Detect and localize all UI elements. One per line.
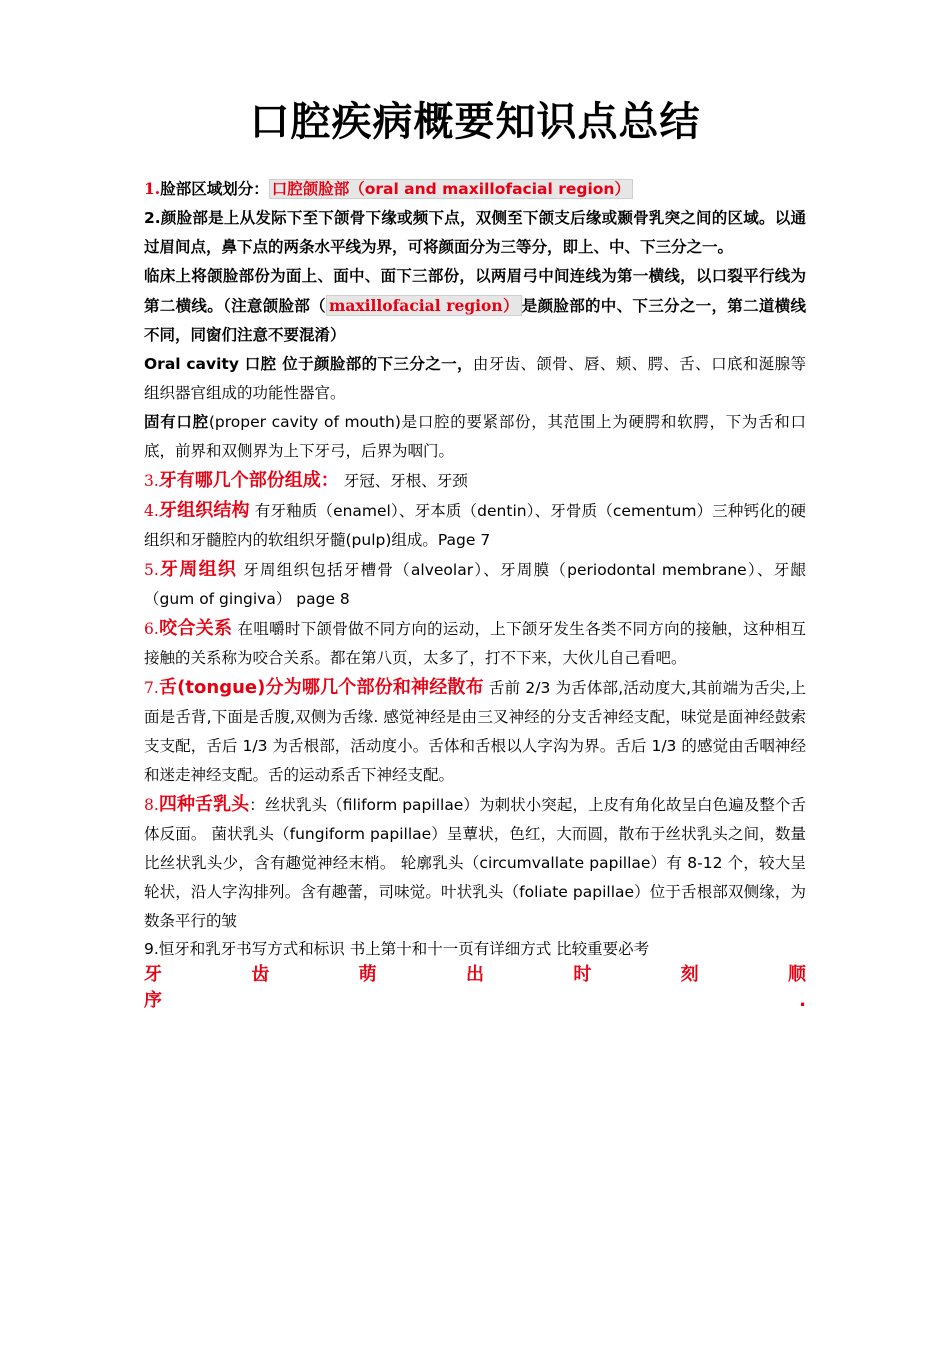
- page-title: 口腔疾病概要知识点总结: [249, 99, 701, 145]
- section-8: [144, 790, 806, 936]
- section-2-text-b: 是颜脸部的中、下三分之一，第二道横线不同，同窗们注意不要混淆）: [144, 297, 806, 344]
- section-6: [144, 614, 806, 673]
- oral-cavity-para: [144, 350, 806, 408]
- eruption-char: 萌: [358, 964, 377, 985]
- section-2-text-a: 临床上将颌脸部份为面上、面中、面下三部份，以两眉弓中间连线为第一横线，以口裂平行线为第二横线。（注意颌脸部（: [144, 267, 806, 315]
- section-8-text: ：丝状乳头（filiform papillae）为刺状小突起，上皮有角化故呈白色遍及整个舌体反面。 菌状乳头（fungiform papillae）呈蕈状，色红，大而圆，散布于丝状乳头之间，数量比丝状乳头少，含有趣觉神经末梢。 轮廓乳头（circumvallate papillae）有 8-12 个，较大呈轮状，沿人字沟排列。含有趣蕾，司味觉。叶状乳头（foliate papillae）位于舌根部双侧缘，为数条平行的皱: [144, 796, 806, 930]
- section-3: [144, 466, 806, 496]
- section-7-number: 7.: [144, 679, 159, 697]
- section-4-number: 4.: [144, 502, 159, 520]
- eruption-heading-line-2: [144, 988, 806, 1014]
- eruption-period: .: [799, 990, 806, 1011]
- section-4-heading: 牙组织结构: [158, 500, 250, 521]
- section-2-highlight: maxillofacial region）: [326, 295, 522, 316]
- section-3-text: 牙冠、牙根、牙颈: [338, 472, 468, 490]
- section-1-label: 脸部区域划分：: [160, 180, 269, 198]
- eruption-char: 顺: [787, 964, 806, 985]
- proper-cavity-para: [144, 408, 806, 466]
- section-6-text: 在咀嚼时下颌骨做不同方向的运动，上下颌牙发生各类不同方向的接触，这种相互接触的关系称为咬合关系。都在第八页，太多了，打不下来，大伙儿自己看吧。: [144, 620, 806, 667]
- section-2-para-2: [144, 262, 806, 350]
- eruption-char: 齿: [251, 964, 270, 985]
- section-5-heading: 牙周组织: [158, 559, 238, 580]
- eruption-char: 刻: [680, 964, 699, 985]
- section-5-text: 牙周组织包括牙槽骨（alveolar）、牙周膜（periodontal membrane）、牙龈（gum of gingiva） page 8: [144, 561, 807, 608]
- eruption-heading-line-1: [144, 962, 806, 988]
- section-1-highlight: 口腔颌脸部（oral and maxillofacial region）: [269, 179, 633, 199]
- section-1-number: 1.: [144, 179, 161, 198]
- section-8-heading: 四种舌乳头: [158, 794, 250, 815]
- section-7-text: 舌前 2/3 为舌体部,活动度大,其前端为舌尖,上面是舌背,下面是舌腹,双侧为舌缘. 感觉神经是由三叉神经的分支舌神经支配，味觉是面神经鼓索支支配，舌后 1/3 为舌根部，活动度小。舌体和舌根以人字沟为界。舌后 1/3 的感觉由舌咽神经和迷走神经支配。舌的运动系舌下神经支配。: [144, 679, 806, 784]
- section-7-heading: 舌(tongue)分为哪几个部份和神经散布: [158, 677, 484, 698]
- section-7: [144, 673, 806, 790]
- eruption-char: 序: [144, 990, 162, 1011]
- section-2-para-1: 2.颜脸部是上从发际下至下颌骨下缘或频下点，双侧至下颌支后缘或颞骨乳突之间的区域。以通过眉间点，鼻下点的两条水平线为界，可将颜面分为三等分，即上、中、下三分之一。: [144, 209, 806, 256]
- eruption-char: 牙: [144, 964, 162, 985]
- section-4: [144, 496, 806, 555]
- section-3-number: 3.: [144, 472, 159, 490]
- section-8-number: 8.: [144, 796, 159, 814]
- section-9: 9.恒牙和乳牙书写方式和标识 书上第十和十一页有详细方式 比较重要必考: [144, 940, 650, 958]
- section-1: [144, 174, 806, 204]
- proper-cavity-term: 固有口腔: [144, 413, 209, 431]
- section-5: [144, 555, 806, 614]
- section-5-number: 5.: [144, 561, 159, 579]
- oral-cavity-text: 由牙齿、颌骨、唇、颊、腭、舌、口底和涎腺等组织器官组成的功能性器官。: [144, 355, 806, 402]
- section-6-number: 6.: [144, 620, 159, 638]
- section-6-heading: 咬合关系: [158, 618, 233, 639]
- eruption-char: 时: [573, 964, 592, 985]
- section-4-text: 有牙釉质（enamel）、牙本质（dentin）、牙骨质（cementum）三种钙化的硬组织和牙髓腔内的软组织牙髓(pulp)组成。Page 7: [144, 502, 806, 549]
- section-3-heading: 牙有哪几个部份组成：: [158, 470, 339, 491]
- eruption-char: 出: [465, 964, 484, 985]
- document-body: [144, 174, 806, 1014]
- oral-cavity-term: Oral cavity 口腔 位于颜脸部的下三分之一，: [144, 355, 473, 373]
- proper-cavity-text: (proper cavity of mouth)是口腔的要紧部份，其范围上为硬腭和软腭，下为舌和口底，前界和双侧界为上下牙弓，后界为咽门。: [144, 413, 806, 460]
